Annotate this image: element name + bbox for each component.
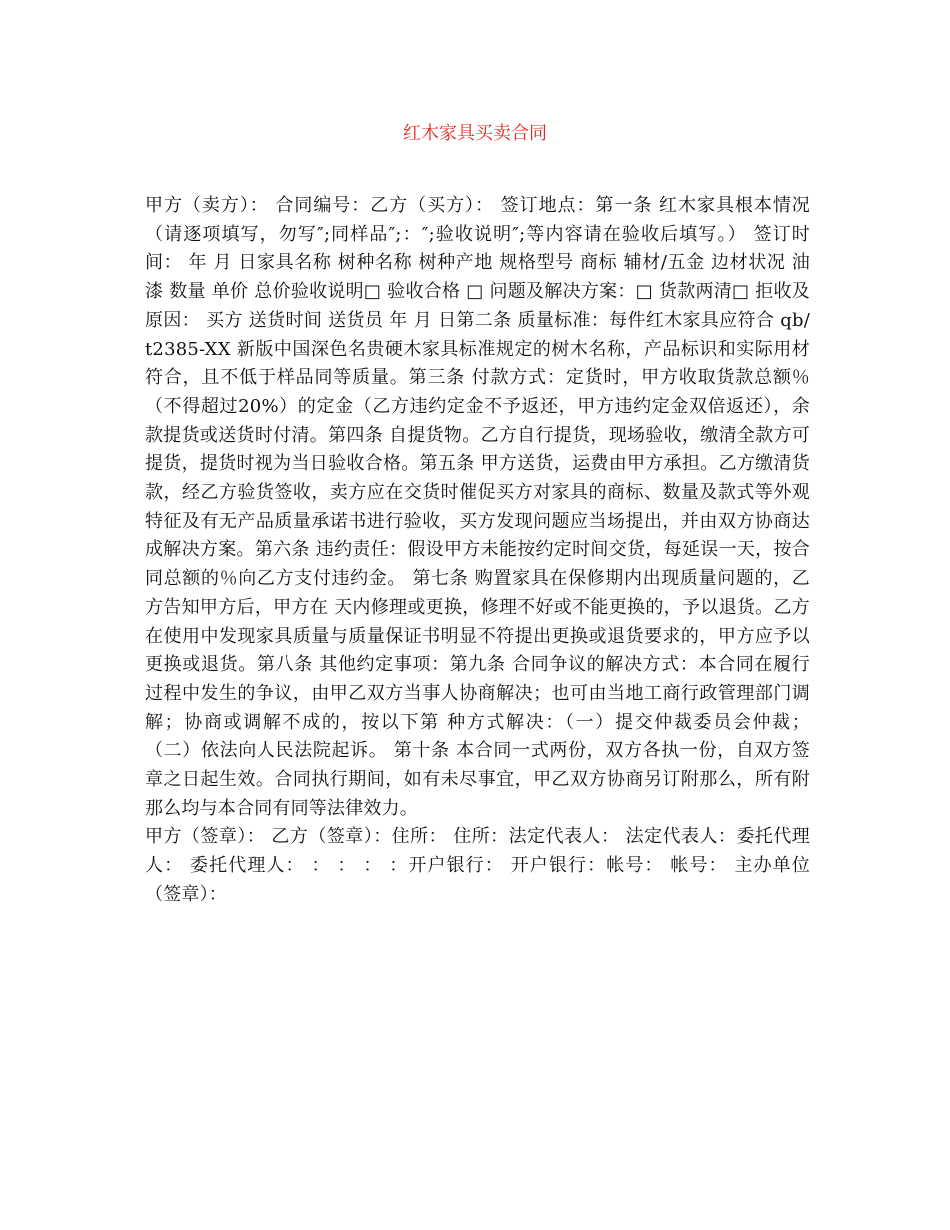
contract-terms-paragraph: 甲方（卖方）： 合同编号：乙方（买方）： 签订地点：第一条 红木家具根本情况 （请逐项填写，勿写″;同样品″;：″;验收说明″;等内容请在验收后填写。） 签订时间： 年 月 日家具名称 树种名称 树种产地 规格型号 商标 辅材/五金 边材状况 油漆 数量 单价 总价验收说明□ 验收合格 □ 问题及解决方案：□ 货款两清□ 拒收及原因： 买方 送货时间 送货员 年 月 日第二条 质量标准：每件红木家具应符合 qb/t2385-XX 新版中国深色名贵硬木家具标准规定的树木名称，产品标识和实际用材符合，且不低于样品同等质量。第三条 付款方式：定货时，甲方收取货款总额％（不得超过20%）的定金（乙方违约定金不予返还，甲方违约定金双倍返还），余款提货或送货时付清。第四条 自提货物。乙方自行提货，现场验收，缴清全款方可提货，提货时视为当日验收合格。第五条 甲方送货，运费由甲方承担。乙方缴清货款，经乙方验货签收，卖方应在交货时催促买方对家具的商标、数量及款式等外观特征及有无产品质量承诺书进行验收，买方发现问题应当场提出，并由双方协商达成解决方案。第六条 违约责任：假设甲方未能按约定时间交货，每延误一天，按合同总额的％向乙方支付违约金。 第七条 购置家具在保修期内出现质量问题的，乙方告知甲方后，甲方在 天内修理或更换，修理不好或不能更换的，予以退货。乙方在使用中发现家具质量与质量保证书明显不符提出更换或退货要求的，甲方应予以更换或退货。第八条 其他约定事项：第九条 合同争议的解决方式：本合同在履行过程中发生的争议，由甲乙双方当事人协商解决；也可由当地工商行政管理部门调解；协商或调解不成的，按以下第 种方式解决：（一）提交仲裁委员会仲裁； （二）依法向人民法院起诉。 第十条 本合同一式两份，双方各执一份，自双方签章之日起生效。合同执行期间，如有未尽事宜，甲乙双方协商另订附那么，所有附那么均与本合同有同等法律效力。 — [145, 195, 810, 819]
contract-body — [145, 192, 810, 910]
signature-block-paragraph: 甲方（签章）： 乙方（签章）：住所： 住所：法定代表人： 法定代表人：委托代理人： 委托代理人： ： ： ： ：开户银行： 开户银行：帐号： 帐号： 主办单位（签章）： — [145, 826, 810, 905]
contract-title: 红木家具买卖合同 — [403, 123, 547, 144]
